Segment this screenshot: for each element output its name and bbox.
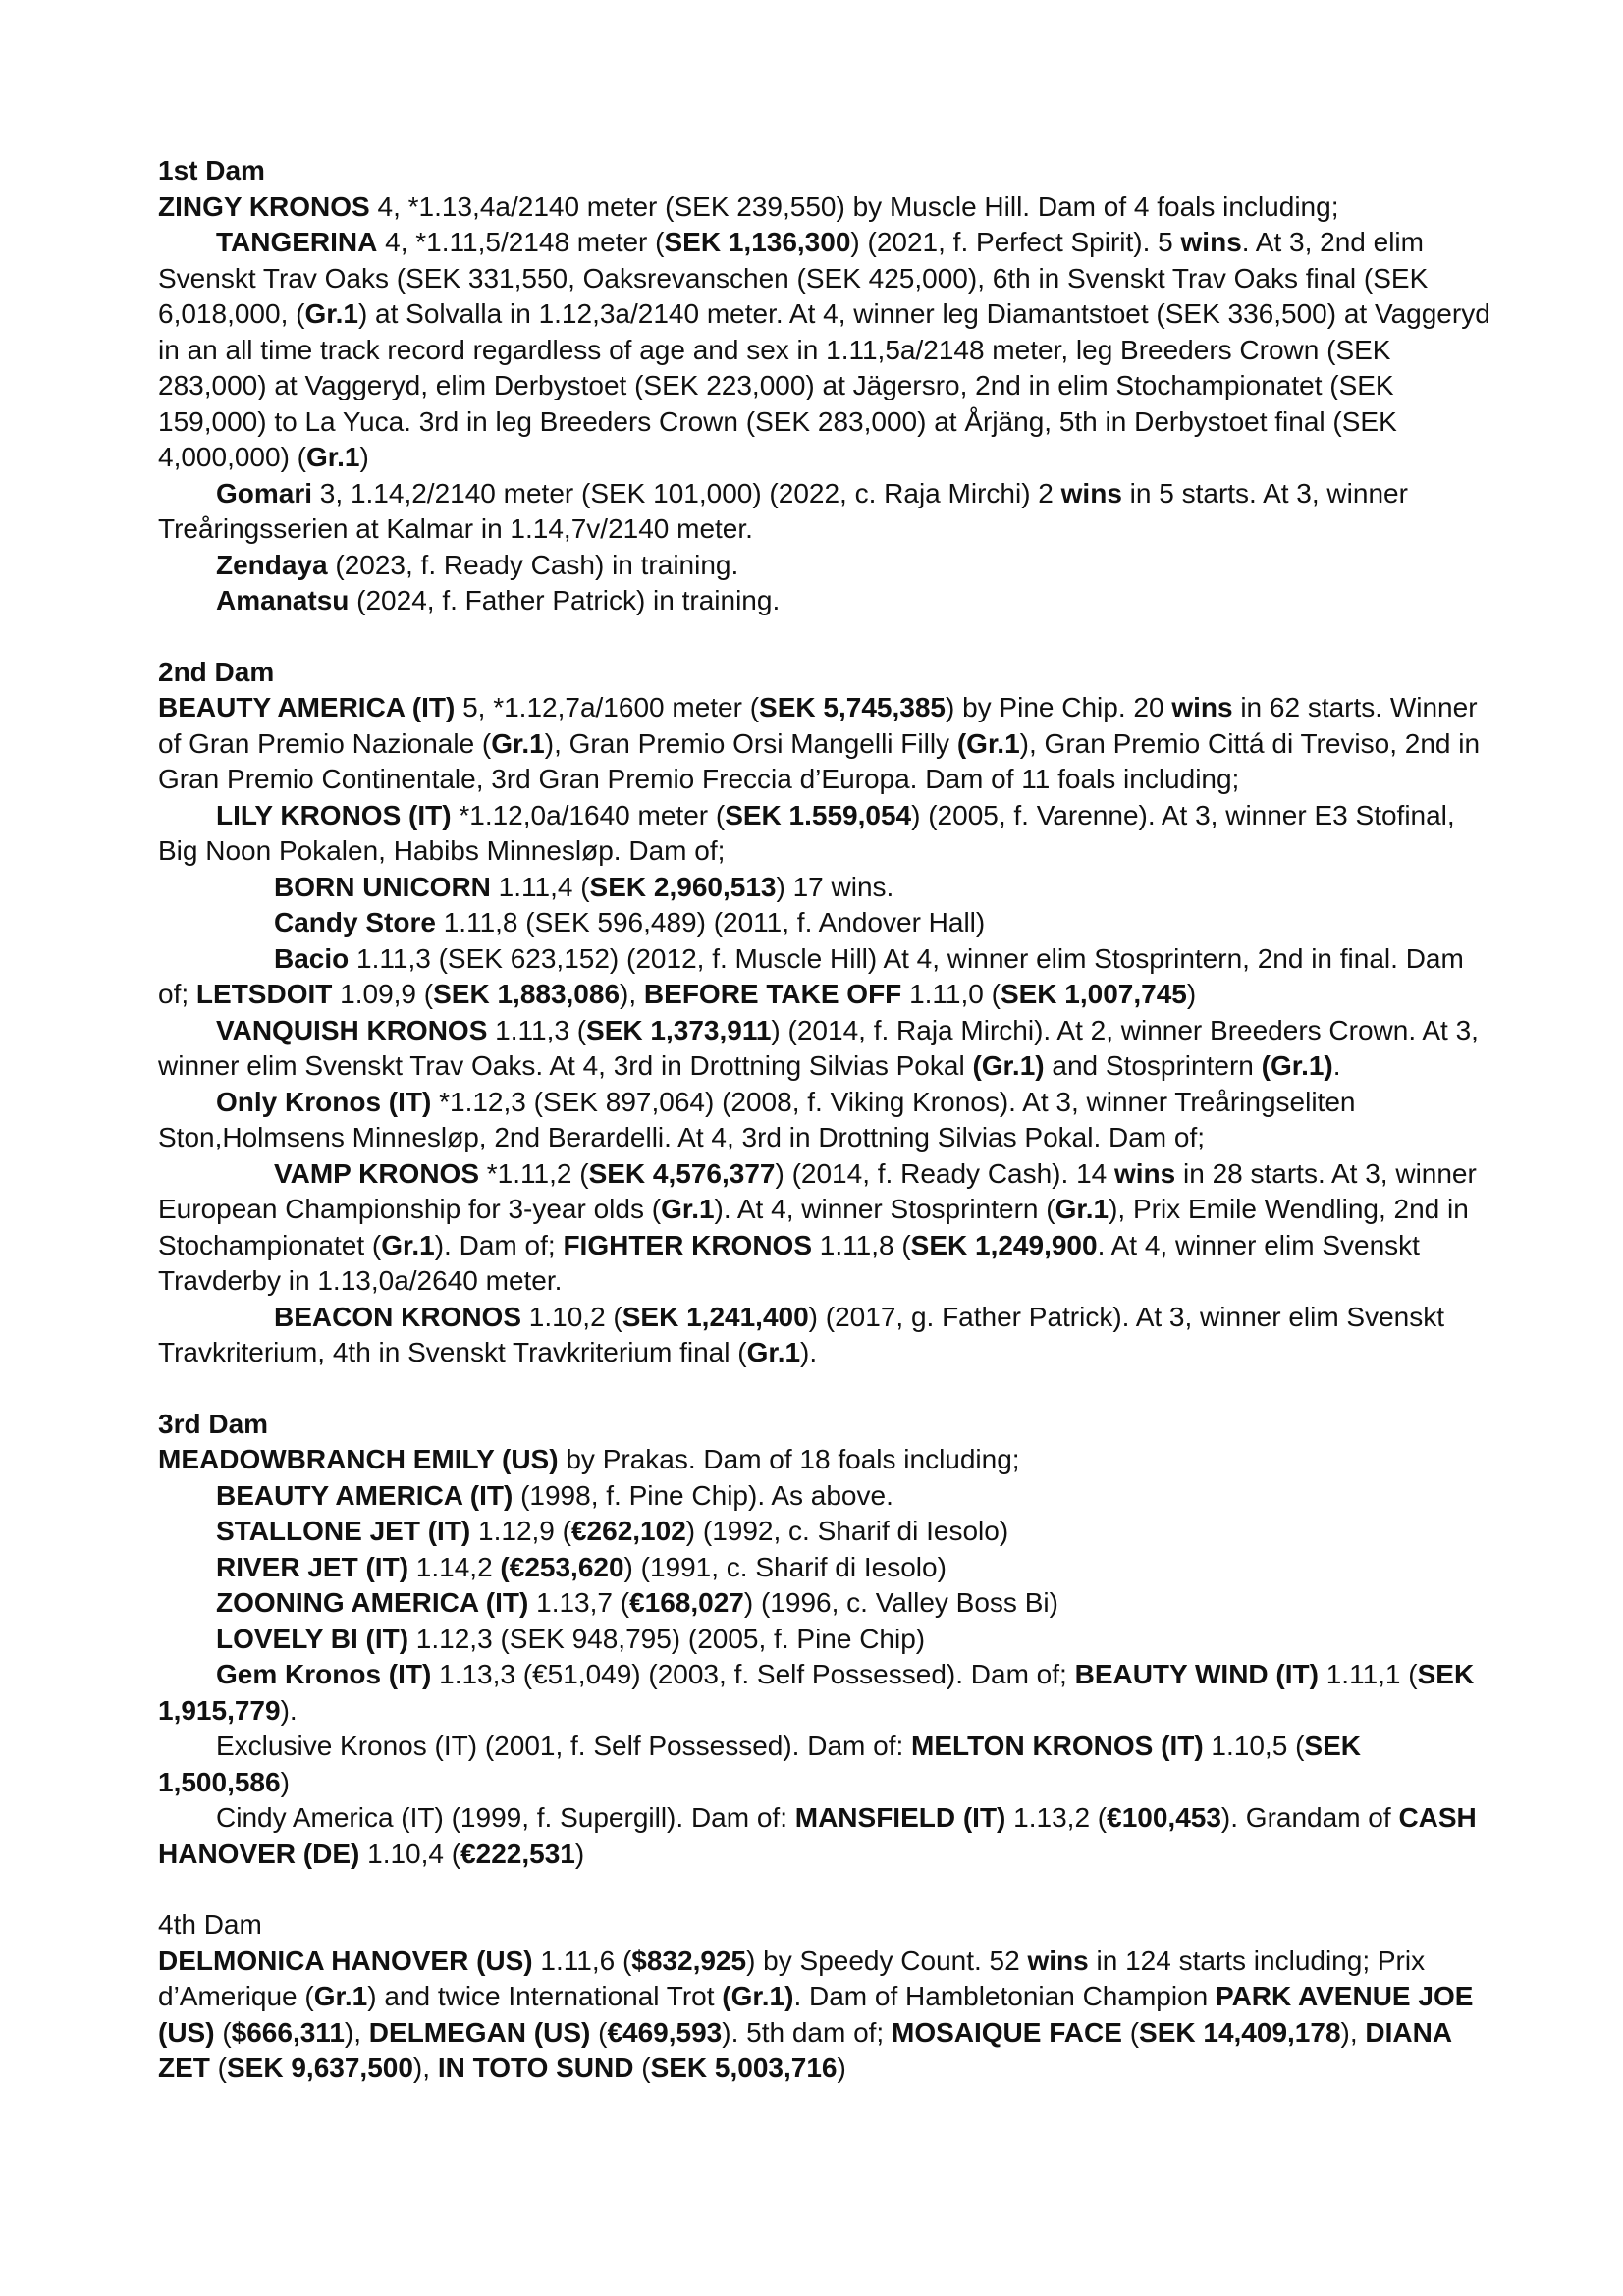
text-run: ). Dam of;	[434, 1229, 564, 1260]
text-run: *1.11,2 (	[479, 1157, 589, 1189]
dam-section	[158, 153, 1493, 619]
text-run: )	[574, 1838, 585, 1869]
text-run: 1.11,1 (	[1318, 1659, 1418, 1689]
pedigree-entry	[158, 1478, 1493, 1515]
text-run: by Prakas. Dam of 18 foals including;	[558, 1444, 1020, 1474]
bold-text: €469,593	[607, 2016, 723, 2048]
bold-text: BEACON KRONOS	[274, 1301, 522, 1332]
text-run: 1.10,5 (	[1203, 1731, 1305, 1761]
text-run: ) (1996, c. Valley Boss Bi)	[743, 1587, 1058, 1618]
text-run: )	[359, 442, 369, 472]
bold-text: SEK 14,409,178	[1139, 2016, 1341, 2048]
text-run: )	[1186, 979, 1197, 1009]
text-run: and Stosprintern	[1044, 1050, 1262, 1081]
pedigree-entry	[158, 1800, 1493, 1872]
bold-text: Bacio	[274, 942, 350, 974]
text-run: ), Gran Premio Cittá di Treviso, 2nd in Gran Premio Continentale, 3rd Gran Premio Freccia d’Europa. Dam of 11 foals including;	[158, 727, 1481, 794]
text-run: ) (1992, c. Sharif di Iesolo)	[685, 1516, 1009, 1546]
text-run: ) 17 wins.	[776, 871, 894, 902]
bold-text: Gr.1	[304, 298, 358, 329]
bold-text: Amanatsu	[216, 585, 350, 615]
bold-text: LETSDOIT	[195, 979, 333, 1009]
text-run: ) by Speedy Count. 52	[746, 1945, 1028, 1976]
bold-text: STALLONE JET (IT)	[216, 1516, 471, 1546]
text-run: .	[1332, 1050, 1341, 1081]
text-run: (	[633, 2053, 651, 2083]
bold-text: CASH HANOVER (DE)	[158, 1802, 1477, 1869]
text-run: ),	[1340, 2016, 1366, 2048]
bold-text: SEK 1,241,400	[622, 1301, 809, 1332]
text-run: ) (2014, f. Ready Cash). 14	[775, 1157, 1114, 1189]
text-run: in 62 starts. Winner of Gran Premio Nazionale (	[158, 692, 1478, 759]
bold-text: PARK AVENUE JOE (US)	[158, 1981, 1474, 2048]
pedigree-entry	[158, 225, 1493, 476]
bold-text: €100,453	[1107, 1802, 1221, 1833]
bold-text: LILY KRONOS (IT)	[216, 799, 452, 830]
bold-text: MANSFIELD (IT)	[794, 1802, 1006, 1833]
text-run: 1.11,8 (SEK 596,489) (2011, f. Andover Hall)	[435, 907, 986, 937]
text-run: ) at Solvalla in 1.12,3a/2140 meter. At 4, winner leg Diamantstoet (SEK 336,500) at Vaggeryd in an all time track record regardless of age and sex in 1.11,5a/2148 meter, leg Breeders Crown (SEK 283,000) at Vaggeryd, elim Derbystoet (SEK 223,000) at Jägersro, 2nd in elim Stochampionatet (SEK 159,000) to La Yuca. 3rd in leg Breeders Crown (SEK 283,000) at Årjäng, 5th in Derbystoet final (SEK 4,000,000) (	[158, 298, 1490, 472]
pedigree-entry	[158, 1300, 1493, 1371]
text-run: 1.12,9 (	[470, 1516, 571, 1546]
pedigree-entry	[158, 941, 1493, 1013]
text-run: (	[214, 2016, 232, 2048]
bold-text: SEK 4,576,377	[588, 1157, 776, 1189]
pedigree-entry	[158, 1622, 1493, 1658]
text-run: ),	[620, 979, 644, 1009]
section-heading: 1st Dam	[158, 155, 265, 186]
text-run: . At 4, winner elim Svenskt Travderby in 1.13,0a/2640 meter.	[158, 1229, 1420, 1296]
pedigree-entry	[158, 583, 1493, 619]
pedigree-entry	[158, 1085, 1493, 1156]
text-run: 1.11,3 (SEK 623,152) (2012, f. Muscle Hill) At 4, winner elim Stosprintern, 2nd in final. Dam of;	[158, 942, 1464, 1009]
bold-text: BEAUTY WIND (IT)	[1074, 1659, 1319, 1689]
text-run: 1.14,2	[408, 1551, 501, 1582]
pedigree-entry	[158, 1550, 1493, 1586]
bold-text: SEK 5,745,385	[759, 692, 946, 722]
pedigree-entry	[158, 1585, 1493, 1622]
text-run: Exclusive Kronos (IT) (2001, f. Self Possessed). Dam of:	[216, 1731, 912, 1761]
bold-text: SEK 9,637,500	[227, 2053, 413, 2083]
bold-text: BORN UNICORN	[274, 871, 491, 902]
bold-text: SEK 1,373,911	[586, 1014, 772, 1045]
pedigree-entry	[158, 690, 1493, 798]
text-run: in 5 starts. At 3, winner Treåringsserien at Kalmar in 1.14,7v/2140 meter.	[158, 477, 1408, 544]
text-run: 1.13,7 (	[528, 1587, 630, 1618]
bold-text: TANGERINA	[216, 227, 378, 257]
bold-text: (Gr.1)	[972, 1050, 1045, 1081]
bold-text: wins	[1060, 477, 1122, 508]
bold-text: SEK 1,136,300	[664, 227, 851, 257]
text-run: 1.13,3 (€51,049) (2003, f. Self Possessed). Dam of;	[431, 1659, 1075, 1689]
text-run: ). 5th dam of;	[722, 2016, 892, 2048]
text-run: (1998, f. Pine Chip). As above.	[513, 1479, 893, 1511]
bold-text: FIGHTER KRONOS	[563, 1229, 812, 1260]
text-run: )	[280, 1766, 290, 1797]
text-run: ),	[412, 2053, 438, 2083]
bold-text: (Gr.1)	[722, 1981, 794, 2011]
text-run: ) (2021, f. Perfect Spirit). 5	[850, 227, 1181, 257]
text-run: ),	[344, 2016, 369, 2048]
pedigree-entry	[158, 1514, 1493, 1550]
bold-text: MELTON KRONOS (IT)	[911, 1731, 1204, 1761]
bold-text: SEK 1.559,054	[725, 799, 912, 830]
bold-text: $832,925	[631, 1945, 747, 1976]
dam-section	[158, 1407, 1493, 1873]
bold-text: SEK 1,500,586	[158, 1731, 1361, 1797]
bold-text: Zendaya	[216, 549, 328, 580]
bold-text: SEK 1,883,086	[433, 979, 621, 1009]
bold-text: Gr.1	[746, 1337, 801, 1367]
bold-text: BEFORE TAKE OFF	[643, 979, 902, 1009]
bold-text: DELMEGAN (US)	[368, 2016, 591, 2048]
bold-text: Gem Kronos (IT)	[216, 1659, 432, 1689]
bold-text: €168,027	[629, 1587, 744, 1618]
text-run: 1.13,2 (	[1005, 1802, 1108, 1833]
bold-text: SEK 1,915,779	[158, 1659, 1475, 1726]
text-run: ), Gran Premio Orsi Mangelli Filly	[544, 727, 957, 759]
text-run: (2024, f. Father Patrick) in training.	[349, 585, 781, 615]
text-run: *1.12,3 (SEK 897,064) (2008, f. Viking Kronos). At 3, winner Treåringseliten Ston,Holmsens Minnesløp, 2nd Berardelli. At 4, 3rd in Drottning Silvias Pokal. Dam of;	[158, 1086, 1356, 1152]
bold-text: $666,311	[231, 2016, 345, 2048]
text-run: ) and twice International Trot	[367, 1981, 723, 2011]
text-run: 1.10,4 (	[359, 1838, 461, 1869]
section-heading: 2nd Dam	[158, 656, 275, 687]
bold-text: ZOONING AMERICA (IT)	[216, 1587, 529, 1618]
text-run: 1.10,2 (	[521, 1301, 622, 1332]
bold-text: BEAUTY AMERICA (IT)	[158, 692, 456, 722]
bold-text: wins	[1114, 1157, 1176, 1189]
bold-text: €262,102	[570, 1516, 686, 1546]
dam-section	[158, 1907, 1493, 2087]
bold-text: Gr.1	[661, 1194, 715, 1224]
pedigree-entry	[158, 1156, 1493, 1300]
section-heading: 4th Dam	[158, 1909, 262, 1940]
bold-text: (Gr.1)	[1261, 1050, 1333, 1081]
bold-text: SEK 1,007,745	[1000, 979, 1187, 1009]
text-run: in 124 starts including; Prix d’Amerique (	[158, 1945, 1426, 2011]
bold-text: Gr.1	[491, 727, 545, 759]
text-run: ) (2017, g. Father Patrick). At 3, winner elim Svenskt Travkriterium, 4th in Svenskt Travkriterium final (	[158, 1301, 1445, 1367]
text-run: (	[590, 2016, 608, 2048]
section-heading: 3rd Dam	[158, 1408, 269, 1439]
bold-text: MOSAIQUE FACE	[892, 2016, 1122, 2048]
text-run: . Dam of Hambletonian Champion	[793, 1981, 1216, 2011]
text-run: ).	[280, 1694, 298, 1726]
text-run: 4, *1.13,4a/2140 meter (SEK 239,550) by Muscle Hill. Dam of 4 foals including;	[369, 190, 1339, 222]
text-run: ) (1991, c. Sharif di Iesolo)	[623, 1551, 947, 1582]
bold-text: Gr.1	[381, 1229, 435, 1260]
bold-text: IN TOTO SUND	[437, 2053, 634, 2083]
bold-text: BEAUTY AMERICA (IT)	[216, 1479, 514, 1511]
text-run: 4, *1.11,5/2148 meter (	[377, 227, 665, 257]
text-run: 1.11,0 (	[901, 979, 1001, 1009]
text-run: *1.12,0a/1640 meter (	[451, 799, 726, 830]
bold-text: DELMONICA HANOVER (US)	[158, 1945, 533, 1976]
pedigree-entry	[158, 1013, 1493, 1085]
bold-text: wins	[1027, 1945, 1089, 1976]
text-run: (2023, f. Ready Cash) in training.	[327, 549, 739, 580]
text-run: ). Grandam of	[1220, 1802, 1399, 1833]
text-run: 1.11,4 (	[490, 871, 590, 902]
text-run: 5, *1.12,7a/1600 meter (	[455, 692, 760, 722]
bold-text: Gomari	[216, 477, 313, 508]
bold-text: €222,531	[460, 1838, 575, 1869]
pedigree-entry	[158, 798, 1493, 870]
bold-text: (€253,620	[500, 1551, 624, 1582]
pedigree-entry	[158, 870, 1493, 906]
bold-text: MEADOWBRANCH EMILY (US)	[158, 1444, 559, 1474]
bold-text: ZINGY KRONOS	[158, 190, 370, 222]
pedigree-entry	[158, 1657, 1493, 1729]
pedigree-entry	[158, 1944, 1493, 2087]
text-run: (	[209, 2053, 227, 2083]
bold-text: SEK 5,003,716	[650, 2053, 838, 2083]
pedigree-entry	[158, 905, 1493, 941]
text-run: ) (2014, f. Raja Mirchi). At 2, winner Breeders Crown. At 3, winner elim Svenskt Trav Oaks. At 4, 3rd in Drottning Silvias Pokal	[158, 1014, 1479, 1081]
bold-text: LOVELY BI (IT)	[216, 1623, 409, 1654]
bold-text: Gr.1	[306, 442, 360, 472]
bold-text: Gr.1	[313, 1981, 368, 2011]
bold-text: VANQUISH KRONOS	[216, 1014, 488, 1045]
bold-text: SEK 1,249,900	[910, 1229, 1098, 1260]
text-run: ).	[800, 1337, 818, 1367]
pedigree-entry	[158, 1729, 1493, 1800]
text-run: 1.11,6 (	[532, 1945, 632, 1976]
text-run: in 28 starts. At 3, winner European Championship for 3-year olds (	[158, 1157, 1477, 1224]
dam-section	[158, 655, 1493, 1371]
bold-text: wins	[1180, 227, 1242, 257]
text-run: ), Prix Emile Wendling, 2nd in Stochampionatet (	[158, 1194, 1469, 1260]
text-run: 1.11,3 (	[487, 1014, 587, 1045]
text-run: Cindy America (IT) (1999, f. Supergill). Dam of:	[216, 1802, 795, 1833]
bold-text: VAMP KRONOS	[274, 1157, 479, 1189]
bold-text: Gr.1	[1055, 1194, 1109, 1224]
pedigree-document	[158, 153, 1493, 2122]
text-run: ) by Pine Chip. 20	[945, 692, 1172, 722]
text-run: (	[1121, 2016, 1140, 2048]
text-run: )	[837, 2053, 846, 2083]
text-run: 1.09,9 (	[332, 979, 434, 1009]
pedigree-entry	[158, 189, 1493, 226]
text-run: . At 3, 2nd elim Svenskt Trav Oaks (SEK 331,550, Oaksrevanschen (SEK 425,000), 6th in Svenskt Trav Oaks final (SEK 6,018,000, (	[158, 227, 1429, 329]
bold-text: RIVER JET (IT)	[216, 1551, 409, 1582]
text-run: ). At 4, winner Stosprintern (	[714, 1194, 1055, 1224]
bold-text: SEK 2,960,513	[589, 871, 777, 902]
bold-text: wins	[1171, 692, 1233, 722]
text-run: 1.12,3 (SEK 948,795) (2005, f. Pine Chip)	[408, 1623, 926, 1654]
bold-text: (Gr.1	[956, 727, 1020, 759]
bold-text: Candy Store	[274, 907, 436, 937]
text-run: ) (2005, f. Varenne). At 3, winner E3 Stofinal, Big Noon Pokalen, Habibs Minnesløp. Dam of;	[158, 799, 1455, 866]
pedigree-entry	[158, 1442, 1493, 1478]
text-run: 1.11,8 (	[812, 1229, 911, 1260]
bold-text: DIANA ZET	[158, 2016, 1452, 2083]
text-run: 3, 1.14,2/2140 meter (SEK 101,000) (2022, c. Raja Mirchi) 2	[312, 477, 1061, 508]
bold-text: Only Kronos (IT)	[216, 1086, 432, 1117]
pedigree-entry	[158, 476, 1493, 548]
pedigree-entry	[158, 548, 1493, 584]
